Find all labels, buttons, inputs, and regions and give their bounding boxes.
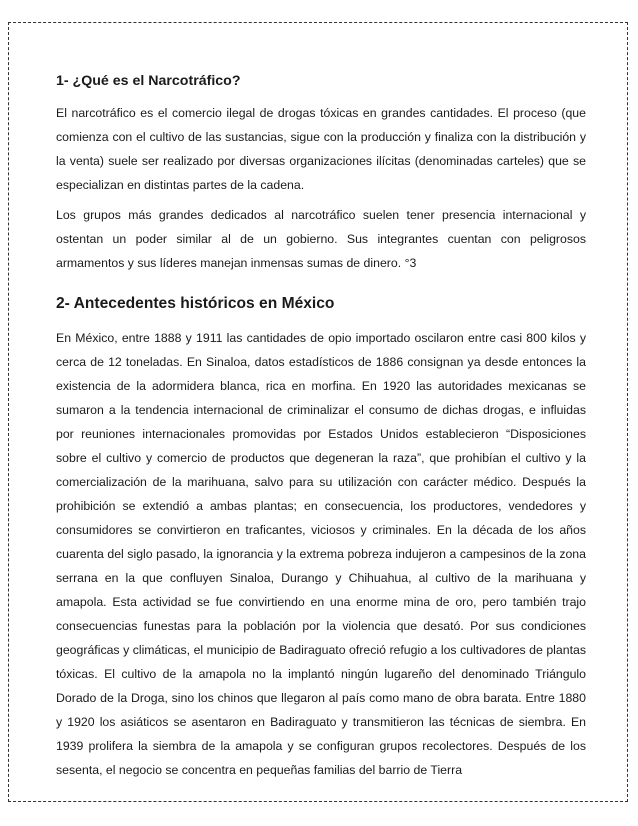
section-1-paragraph-2: Los grupos más grandes dedicados al narcotráfico suelen tener presencia internacional y ostentan un poder similar al de un gobierno. Sus integrantes cuentan con peligrosos armamentos y sus líderes manejan inmensas sumas de dinero. °3 [56,208,586,270]
section-2-heading: 2- Antecedentes históricos en México [56,295,335,312]
document-body [56,70,586,782]
section-1-heading: 1- ¿Qué es el Narcotráfico? [56,73,241,89]
section-1-paragraph-1: El narcotráfico es el comercio ilegal de drogas tóxicas en grandes cantidades. El proceso (que comienza con el cultivo de las sustancias, sigue con la producción y finaliza con la distribución y la venta) suele ser realizado por diversas organizaciones ilícitas (denominadas carteles) que se especializan en distintas partes de la cadena. [56,106,586,192]
section-2-paragraph-1: En México, entre 1888 y 1911 las cantidades de opio importado oscilaron entre casi 800 kilos y cerca de 12 toneladas. En Sinaloa, datos estadísticos de 1886 consignan ya desde entonces la existencia de la adormidera blanca, rica en morfina. En 1920 las autoridades mexicanas se sumaron a la tendencia internacional de criminalizar el consumo de dichas drogas, e influidas por reuniones internacionales promovidas por Estados Unidos establecieron “Disposiciones sobre el cultivo y comercio de productos que degeneran la raza”, que prohibían el cultivo y la comercialización de la marihuana, salvo para su utilización con carácter médico. Después la prohibición se extendió a ambas plantas; en consecuencia, los productores, vendedores y consumidores se convirtieron en traficantes, viciosos y criminales. En la década de los años cuarenta del siglo pasado, la ignorancia y la extrema pobreza indujeron a campesinos de la zona serrana en la que confluyen Sinaloa, Durango y Chihuahua, al cultivo de la marihuana y amapola. Esta actividad se fue convirtiendo en una enorme mina de oro, pero también trajo consecuencias funestas para la población por la violencia que desató. Por sus condiciones geográficas y climáticas, el municipio de Badiraguato ofreció refugio a los cultivadores de plantas tóxicas. El cultivo de la amapola no la implantó ningún lugareño del denominado Triángulo Dorado de la Droga, sino los chinos que llegaron al país como mano de obra barata. Entre 1880 y 1920 los asiáticos se asentaron en Badiraguato y transmitieron las técnicas de siembra. En 1939 prolifera la siembra de la amapola y se configuran grupos recolectores. Después de los sesenta, el negocio se concentra en pequeñas familias del barrio de Tierra [56,331,586,777]
